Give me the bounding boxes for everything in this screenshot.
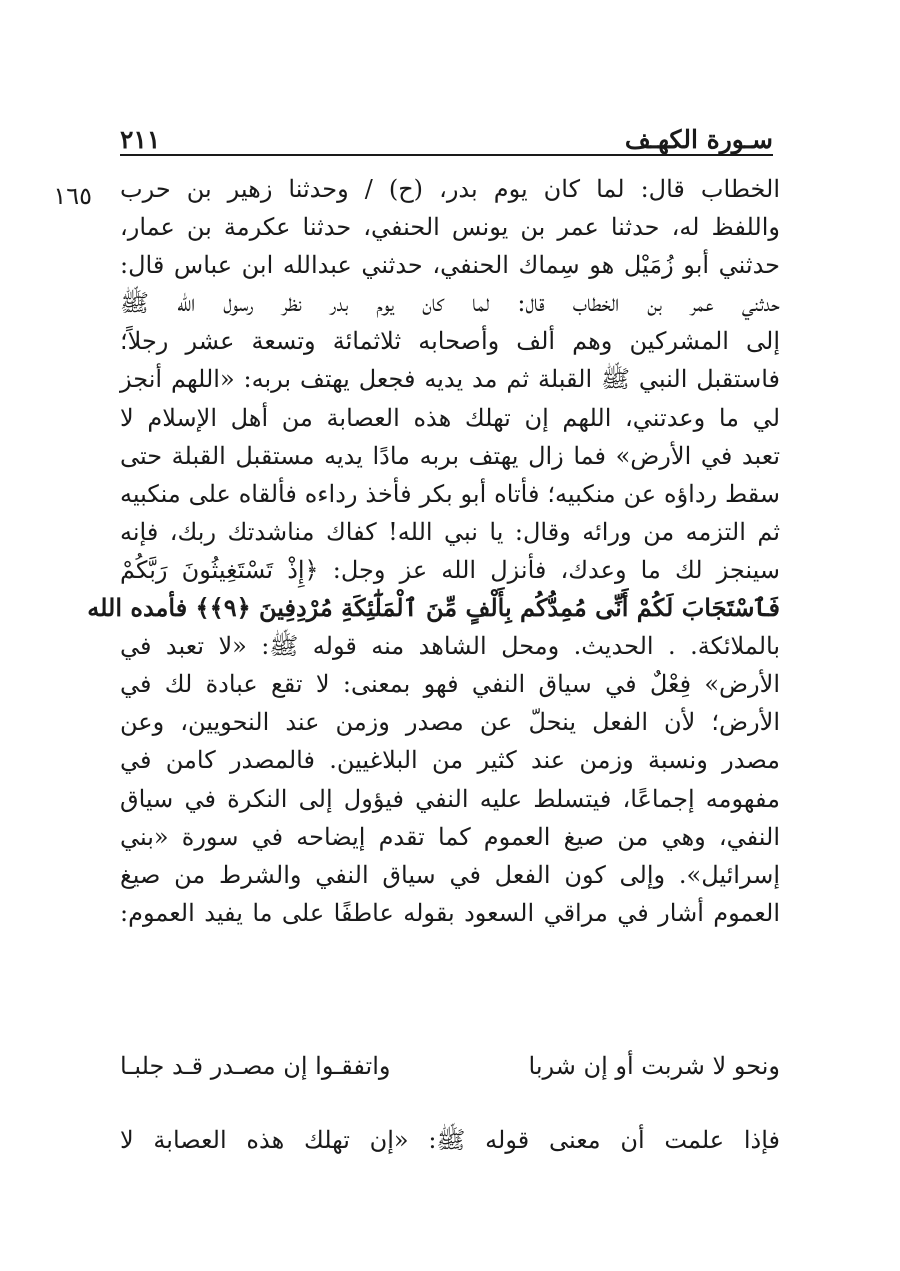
poem-second-hemistich: واتفقـوا إن مصـدر قـد جلبـا	[120, 1052, 391, 1080]
text-line: إسرائيل». وإلى كون الفعل في سياق النفي والشرط من صيغ	[120, 860, 780, 889]
text-line: ثم التزمه من ورائه وقال: يا نبي الله! كفاك مناشدتك ربك، فإنه	[120, 517, 780, 546]
text-line: حدثني عمر بن الخطاب قال: لما كان يوم بدر نظر رسول الله ﷺ	[120, 289, 780, 318]
margin-reference-number: ١٦٥	[53, 182, 92, 210]
page-number: ٢١١	[120, 125, 161, 154]
poem-first-hemistich: ونحو لا شربت أو إن شربا	[528, 1052, 780, 1080]
text-line: إلى المشركين وهم ألف وأصحابه ثلاثمائة وتسعة عشر رجلاً؛	[120, 327, 780, 356]
running-header	[120, 112, 773, 156]
continuation-line: فإذا علمت أن معنى قوله ﷺ: «إن تهلك هذه العصابة لا	[120, 1126, 780, 1154]
poem-verse	[120, 1046, 780, 1086]
chapter-title: سـورة الكهـف	[624, 125, 773, 154]
text-line: بالملائكة. . الحديث. ومحل الشاهد منه قوله ﷺ: «لا تعبد في	[120, 632, 780, 661]
text-line: تعبد في الأرض» فما زال يهتف بربه مادًا يديه مستقبل القبلة حتى	[120, 441, 780, 470]
text-line: حدثني أبو زُمَيْل هو سِماك الحنفي، حدثني عبدالله ابن عباس قال:	[120, 251, 780, 280]
text-line: واللفظ له، حدثنا عمر بن يونس الحنفي، حدثنا عكرمة بن عمار،	[120, 213, 780, 242]
text-line: الأرض» فِعْلٌ في سياق النفي فهو بمعنى: لا تقع عبادة لك في	[120, 670, 780, 699]
text-line: سقط رداؤه عن منكبيه؛ فأتاه أبو بكر فأخذ رداءه فألقاه على منكبيه	[120, 479, 781, 508]
text-line: فاستقبل النبي ﷺ القبلة ثم مد يديه فجعل يهتف بربه: «اللهم أنجز	[120, 365, 780, 394]
text-line: مفهومه إجماعًا، فيتسلط عليه النفي فيؤول إلى النكرة في سياق	[120, 784, 780, 813]
text-line: الخطاب قال: لما كان يوم بدر، (ح) / وحدثنا زهير بن حرب	[120, 175, 780, 203]
text-line: العموم أشار في مراقي السعود بقوله عاطفًا على ما يفيد العموم:	[120, 898, 780, 927]
text-line: سينجز لك ما وعدك، فأنزل الله عز وجل: ﴿إِذْ تَسْتَغِيثُونَ رَبَّكُمْ	[120, 555, 780, 584]
quran-verse-line: فَٱسْتَجَابَ لَكُمْ أَنِّى مُمِدُّكُم بِأَلْفٍ مِّنَ ٱلْمَلَٰٓئِكَةِ مُرْدِفِينَ ﴿٩﴾﴾ فأمده الله	[87, 593, 780, 623]
text-line: الأرض؛ لأن الفعل ينحلّ عن مصدر وزمن عند النحويين، وعن	[120, 708, 780, 737]
text-line: مصدر ونسبة وزمن عند كثير من البلاغيين. فالمصدر كامن في	[120, 746, 780, 775]
text-line: لي ما وعدتني، اللهم إن تهلك هذه العصابة من أهل الإسلام لا	[120, 403, 780, 432]
body-text	[87, 170, 781, 932]
text-line: النفي، وهي من صيغ العموم كما تقدم إيضاحه في سورة «بني	[120, 822, 780, 851]
